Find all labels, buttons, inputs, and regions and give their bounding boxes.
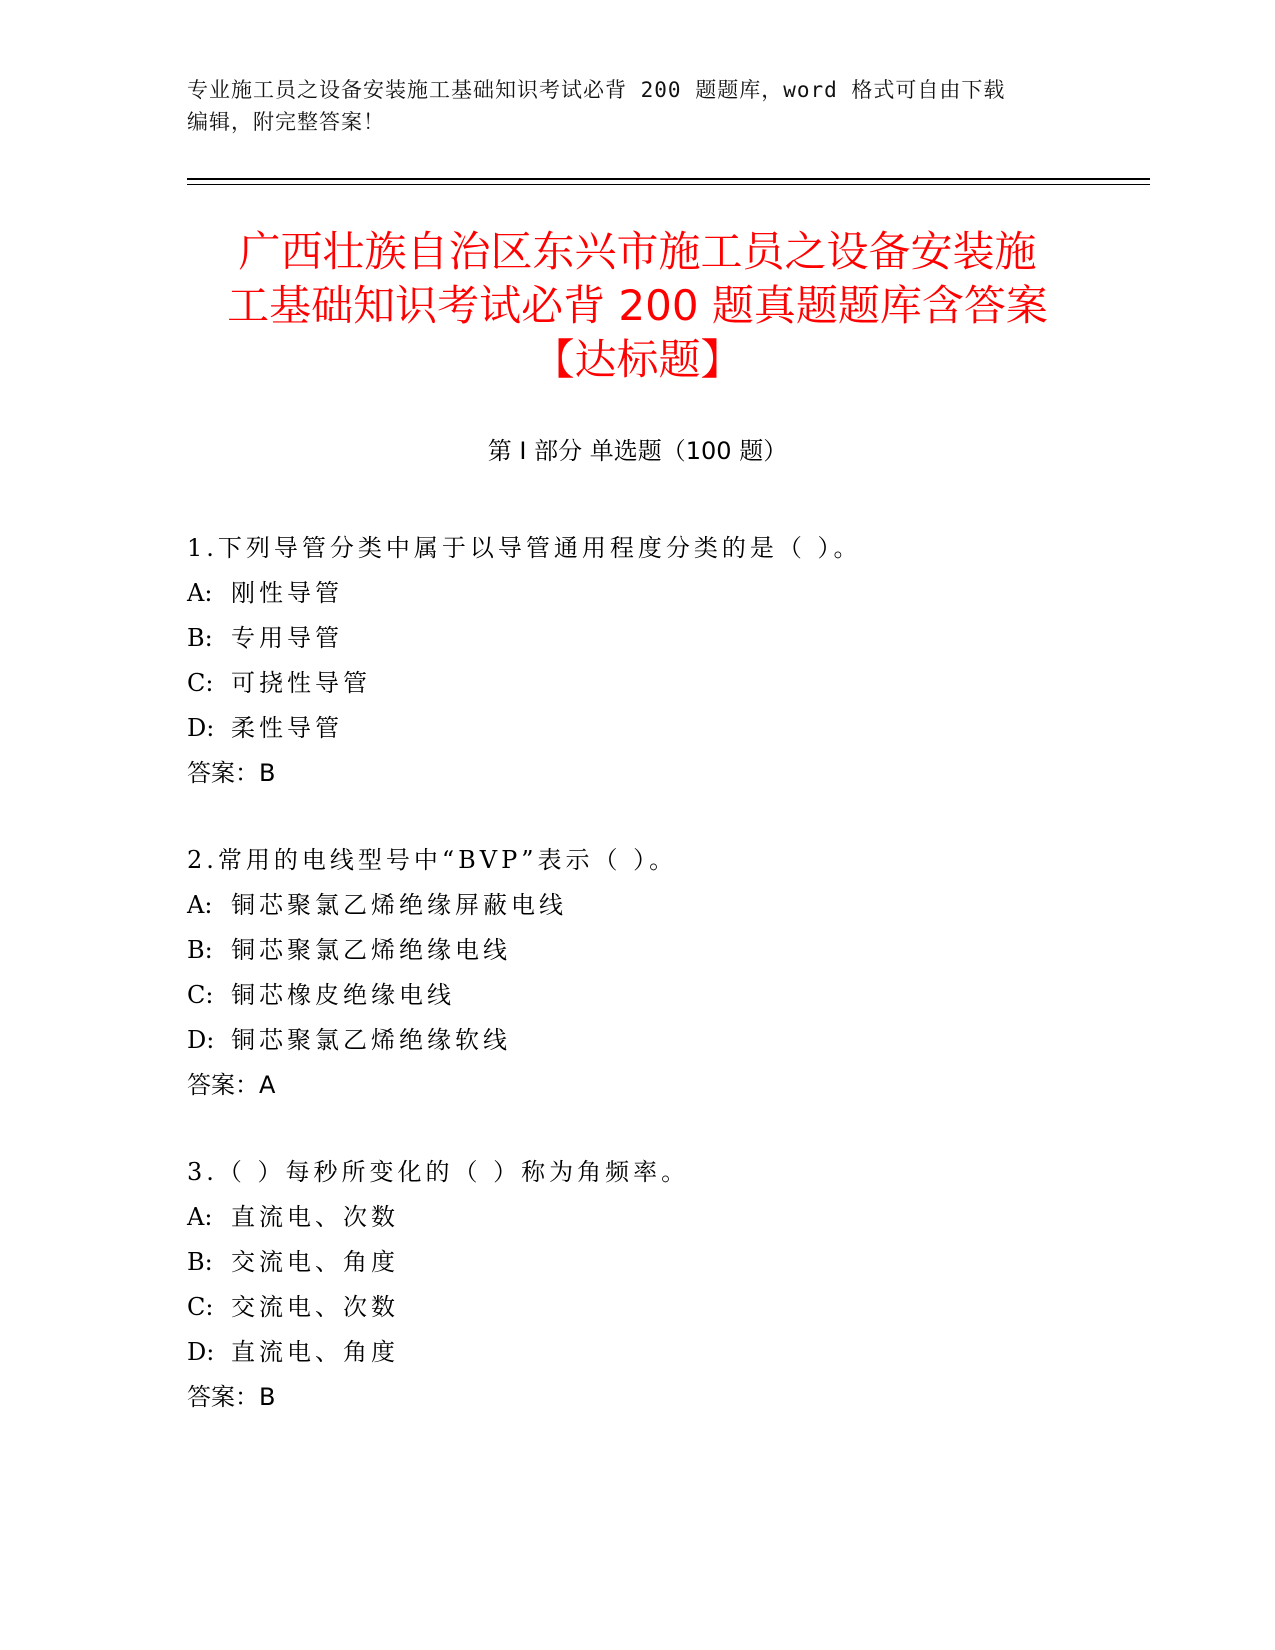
option-a bbox=[187, 883, 1147, 928]
question-2 bbox=[187, 838, 1147, 1108]
option-b bbox=[187, 928, 1147, 973]
option-d bbox=[187, 1018, 1147, 1063]
option-label: D: bbox=[187, 1026, 215, 1054]
header-divider-thick bbox=[187, 178, 1150, 180]
question-stem: 3.（ ）每秒所变化的（ ）称为角频率。 bbox=[187, 1158, 690, 1186]
header-divider-thin bbox=[187, 184, 1150, 185]
question-stem: 2.常用的电线型号中“BVP”表示（ ）。 bbox=[187, 846, 678, 874]
option-text: 专用导管 bbox=[231, 624, 343, 652]
question-list bbox=[187, 526, 1147, 1462]
option-text: 交流电、角度 bbox=[231, 1248, 399, 1276]
option-text: 直流电、次数 bbox=[231, 1203, 399, 1231]
answer: 答案：A bbox=[187, 1071, 276, 1099]
option-d bbox=[187, 706, 1147, 751]
option-label: A: bbox=[187, 891, 213, 919]
option-a bbox=[187, 571, 1147, 616]
option-b bbox=[187, 616, 1147, 661]
header-note-line-1: 专业施工员之设备安装施工基础知识考试必背 200 题题库，word 格式可自由下载 bbox=[187, 78, 1006, 102]
option-text: 铜芯橡皮绝缘电线 bbox=[231, 981, 455, 1009]
question-stem: 1.下列导管分类中属于以导管通用程度分类的是（ ）。 bbox=[187, 534, 862, 562]
option-b bbox=[187, 1240, 1147, 1285]
option-text: 交流电、次数 bbox=[231, 1293, 399, 1321]
option-label: C: bbox=[187, 981, 214, 1009]
option-c bbox=[187, 1285, 1147, 1330]
answer: 答案：B bbox=[187, 1383, 276, 1411]
option-c bbox=[187, 973, 1147, 1018]
option-label: D: bbox=[187, 714, 215, 742]
option-text: 柔性导管 bbox=[231, 714, 343, 742]
option-label: D: bbox=[187, 1338, 215, 1366]
document-title-line-1: 广西壮族自治区东兴市施工员之设备安装施 bbox=[238, 227, 1037, 276]
option-text: 铜芯聚氯乙烯绝缘软线 bbox=[231, 1026, 511, 1054]
document-title bbox=[150, 225, 1125, 387]
option-label: B: bbox=[187, 936, 213, 964]
option-label: A: bbox=[187, 1203, 213, 1231]
option-label: A: bbox=[187, 579, 213, 607]
option-text: 刚性导管 bbox=[231, 579, 343, 607]
header-note bbox=[187, 74, 1087, 138]
option-text: 直流电、角度 bbox=[231, 1338, 399, 1366]
option-a bbox=[187, 1195, 1147, 1240]
document-title-line-2: 工基础知识考试必背 200 题真题题库含答案 bbox=[227, 281, 1048, 330]
option-label: B: bbox=[187, 1248, 213, 1276]
question-1 bbox=[187, 526, 1147, 796]
header-note-line-2: 编辑，附完整答案！ bbox=[187, 110, 385, 134]
section-heading: 第 I 部分 单选题（100 题） bbox=[487, 437, 788, 465]
option-label: B: bbox=[187, 624, 213, 652]
option-label: C: bbox=[187, 669, 214, 697]
answer: 答案：B bbox=[187, 759, 276, 787]
option-d bbox=[187, 1330, 1147, 1375]
option-text: 铜芯聚氯乙烯绝缘电线 bbox=[231, 936, 511, 964]
option-text: 铜芯聚氯乙烯绝缘屏蔽电线 bbox=[231, 891, 567, 919]
option-c bbox=[187, 661, 1147, 706]
option-text: 可挠性导管 bbox=[231, 669, 371, 697]
option-label: C: bbox=[187, 1293, 214, 1321]
document-title-line-3: 【达标题】 bbox=[532, 335, 743, 384]
question-3 bbox=[187, 1150, 1147, 1420]
